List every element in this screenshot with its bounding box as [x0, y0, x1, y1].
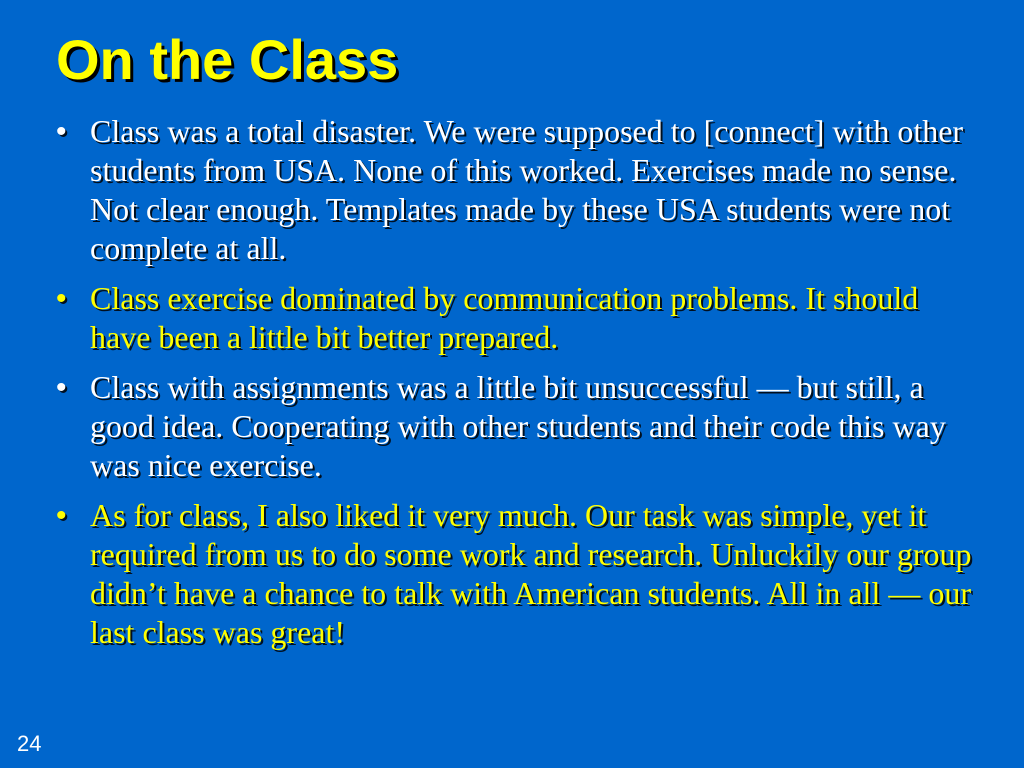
bullet-text: Class exercise dominated by communication problems. It should have been a little bit better prepared. [90, 280, 919, 355]
bullet-item-3 [56, 368, 978, 485]
bullet-dot-icon: • [56, 115, 67, 148]
bullet-text: As for class, I also liked it very much. Our task was simple, yet it required from us to do some work and research. Unluckily our group didn’t have a chance to talk with American students. All in all — our last class was great! [90, 497, 972, 650]
bullet-text: Class was a total disaster. We were supposed to [connect] with other students from USA. None of this worked. Exercises made no sense. Not clear enough. Templates made by these USA students were not complete at all. [90, 113, 964, 266]
bullet-dot-icon: • [56, 371, 67, 404]
page-number: 24 [17, 731, 42, 756]
bullet-dot-icon: • [56, 282, 67, 315]
bullet-dot-icon: • [56, 499, 67, 532]
bullet-item-4 [56, 496, 978, 652]
slide-title: On the Class [56, 28, 399, 91]
bullet-item-1 [56, 112, 978, 268]
bullet-item-2 [56, 279, 978, 357]
bullet-text: Class with assignments was a little bit unsuccessful — but still, a good idea. Cooperating with other students and their code this way was nice exercise. [90, 369, 946, 483]
bullet-list [56, 112, 978, 663]
